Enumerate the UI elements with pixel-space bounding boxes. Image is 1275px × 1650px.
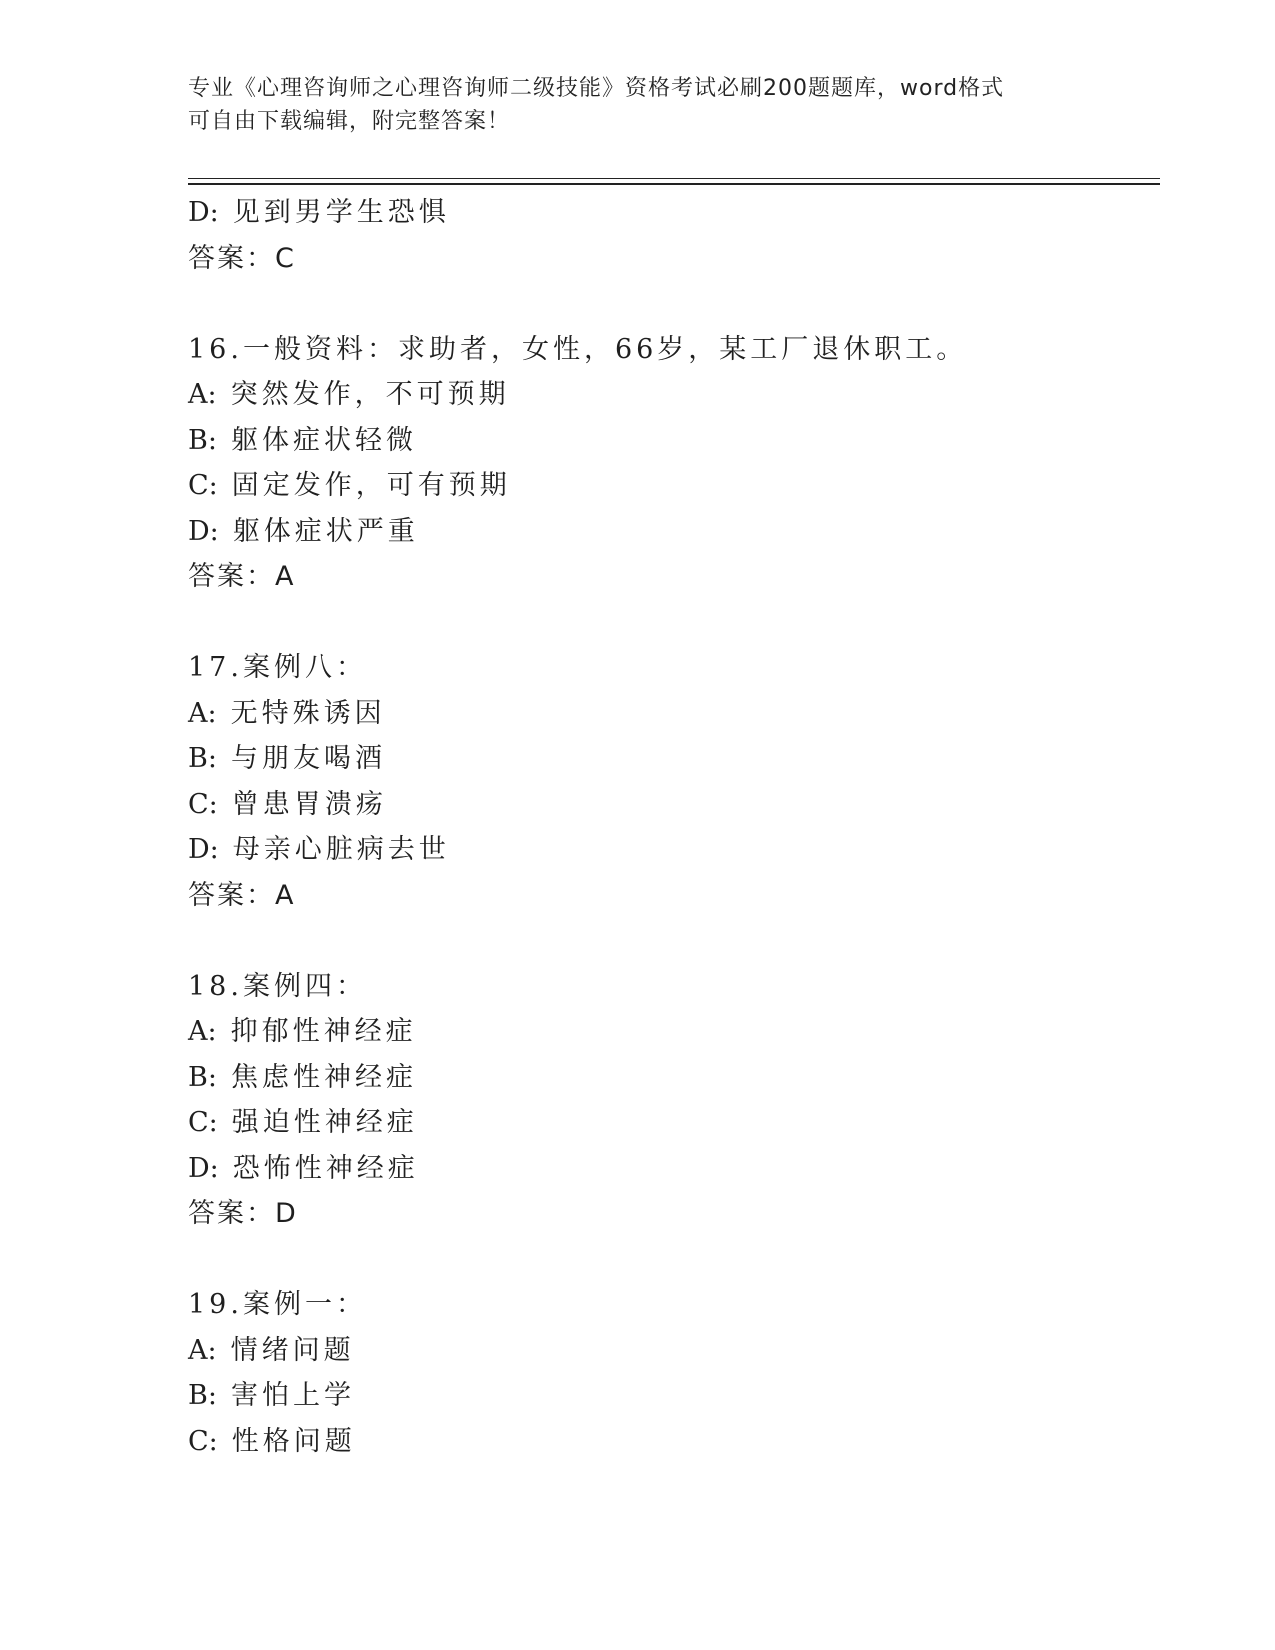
option-key: A: <box>188 1334 217 1366</box>
option-key: C: <box>188 1107 218 1138</box>
option-text: 恐怖性神经症 <box>232 1152 419 1184</box>
spacer <box>188 281 1160 327</box>
option-d <box>188 509 1160 555</box>
option-b <box>188 736 1160 782</box>
answer-line <box>188 873 1160 919</box>
header-divider-thin <box>188 178 1160 179</box>
option-b <box>188 1373 1160 1419</box>
option-a <box>188 691 1160 737</box>
option-key: A: <box>188 1016 217 1047</box>
option-text: 见到男学生恐惧 <box>232 197 450 228</box>
question-block <box>188 645 1160 918</box>
answer-value: A <box>275 879 295 911</box>
option-text: 无特殊诱因 <box>230 697 386 729</box>
option-c <box>188 1419 1160 1465</box>
option-a <box>188 372 1160 418</box>
question-block <box>188 327 1160 600</box>
option-c <box>188 782 1160 828</box>
answer-value: A <box>275 561 295 592</box>
option-text: 强迫性神经症 <box>231 1107 418 1138</box>
answer-value: C <box>275 242 295 274</box>
option-d <box>188 827 1160 873</box>
option-key: A: <box>188 379 217 410</box>
option-text: 焦虑性神经症 <box>230 1061 417 1093</box>
option-key: D: <box>188 834 219 865</box>
question-block <box>188 1282 1160 1464</box>
option-key: B: <box>188 1061 217 1093</box>
question-list <box>188 190 1160 1464</box>
question-stem: 16.一般资料：求助者，女性，66岁，某工厂退休职工。 <box>188 333 968 365</box>
spacer <box>188 918 1160 964</box>
option-a <box>188 1328 1160 1374</box>
option-text: 躯体症状轻微 <box>230 424 417 456</box>
option-key: B: <box>188 1380 217 1411</box>
header-divider-thick <box>188 183 1160 185</box>
option-a <box>188 1009 1160 1055</box>
option-b <box>188 1055 1160 1101</box>
option-key: D: <box>188 197 219 228</box>
spacer <box>188 1237 1160 1283</box>
option-key: C: <box>188 470 218 501</box>
option-b <box>188 418 1160 464</box>
option-text: 害怕上学 <box>230 1380 355 1411</box>
option-text: 曾患胃溃疡 <box>231 788 387 820</box>
option-text: 固定发作，可有预期 <box>231 470 511 501</box>
spacer <box>188 600 1160 646</box>
answer-line <box>188 554 1160 600</box>
answer-line <box>188 1191 1160 1237</box>
option-key: A: <box>188 697 217 729</box>
answer-label: 答案： <box>188 242 275 274</box>
option-key: B: <box>188 424 217 456</box>
question-stem: 17.案例八： <box>188 652 367 683</box>
option-key: D: <box>188 1152 219 1184</box>
answer-label: 答案： <box>188 1198 275 1229</box>
answer-label: 答案： <box>188 561 275 592</box>
option-text: 抑郁性神经症 <box>230 1016 417 1047</box>
option-c <box>188 1100 1160 1146</box>
option-c <box>188 463 1160 509</box>
option-text: 母亲心脏病去世 <box>232 834 450 865</box>
answer-line <box>188 236 1160 282</box>
option-key: D: <box>188 515 219 547</box>
option-d <box>188 190 1160 236</box>
document-header <box>188 72 1088 138</box>
question-stem: 18.案例四： <box>188 970 367 1002</box>
option-text: 性格问题 <box>231 1425 356 1457</box>
question-block <box>188 964 1160 1237</box>
option-text: 突然发作，不可预期 <box>230 379 510 410</box>
option-key: C: <box>188 788 218 820</box>
option-text: 躯体症状严重 <box>232 515 419 547</box>
option-text: 情绪问题 <box>230 1334 355 1366</box>
option-key: C: <box>188 1425 218 1457</box>
header-title-line-2: 可自由下载编辑，附完整答案！ <box>188 109 511 134</box>
header-title-line-1: 专业《心理咨询师之心理咨询师二级技能》资格考试必刷200题题库，word格式 <box>188 76 1005 101</box>
answer-label: 答案： <box>188 879 275 911</box>
option-d <box>188 1146 1160 1192</box>
option-key: B: <box>188 743 217 774</box>
option-text: 与朋友喝酒 <box>230 743 386 774</box>
question-stem: 19.案例一： <box>188 1289 367 1320</box>
answer-value: D <box>275 1198 297 1229</box>
